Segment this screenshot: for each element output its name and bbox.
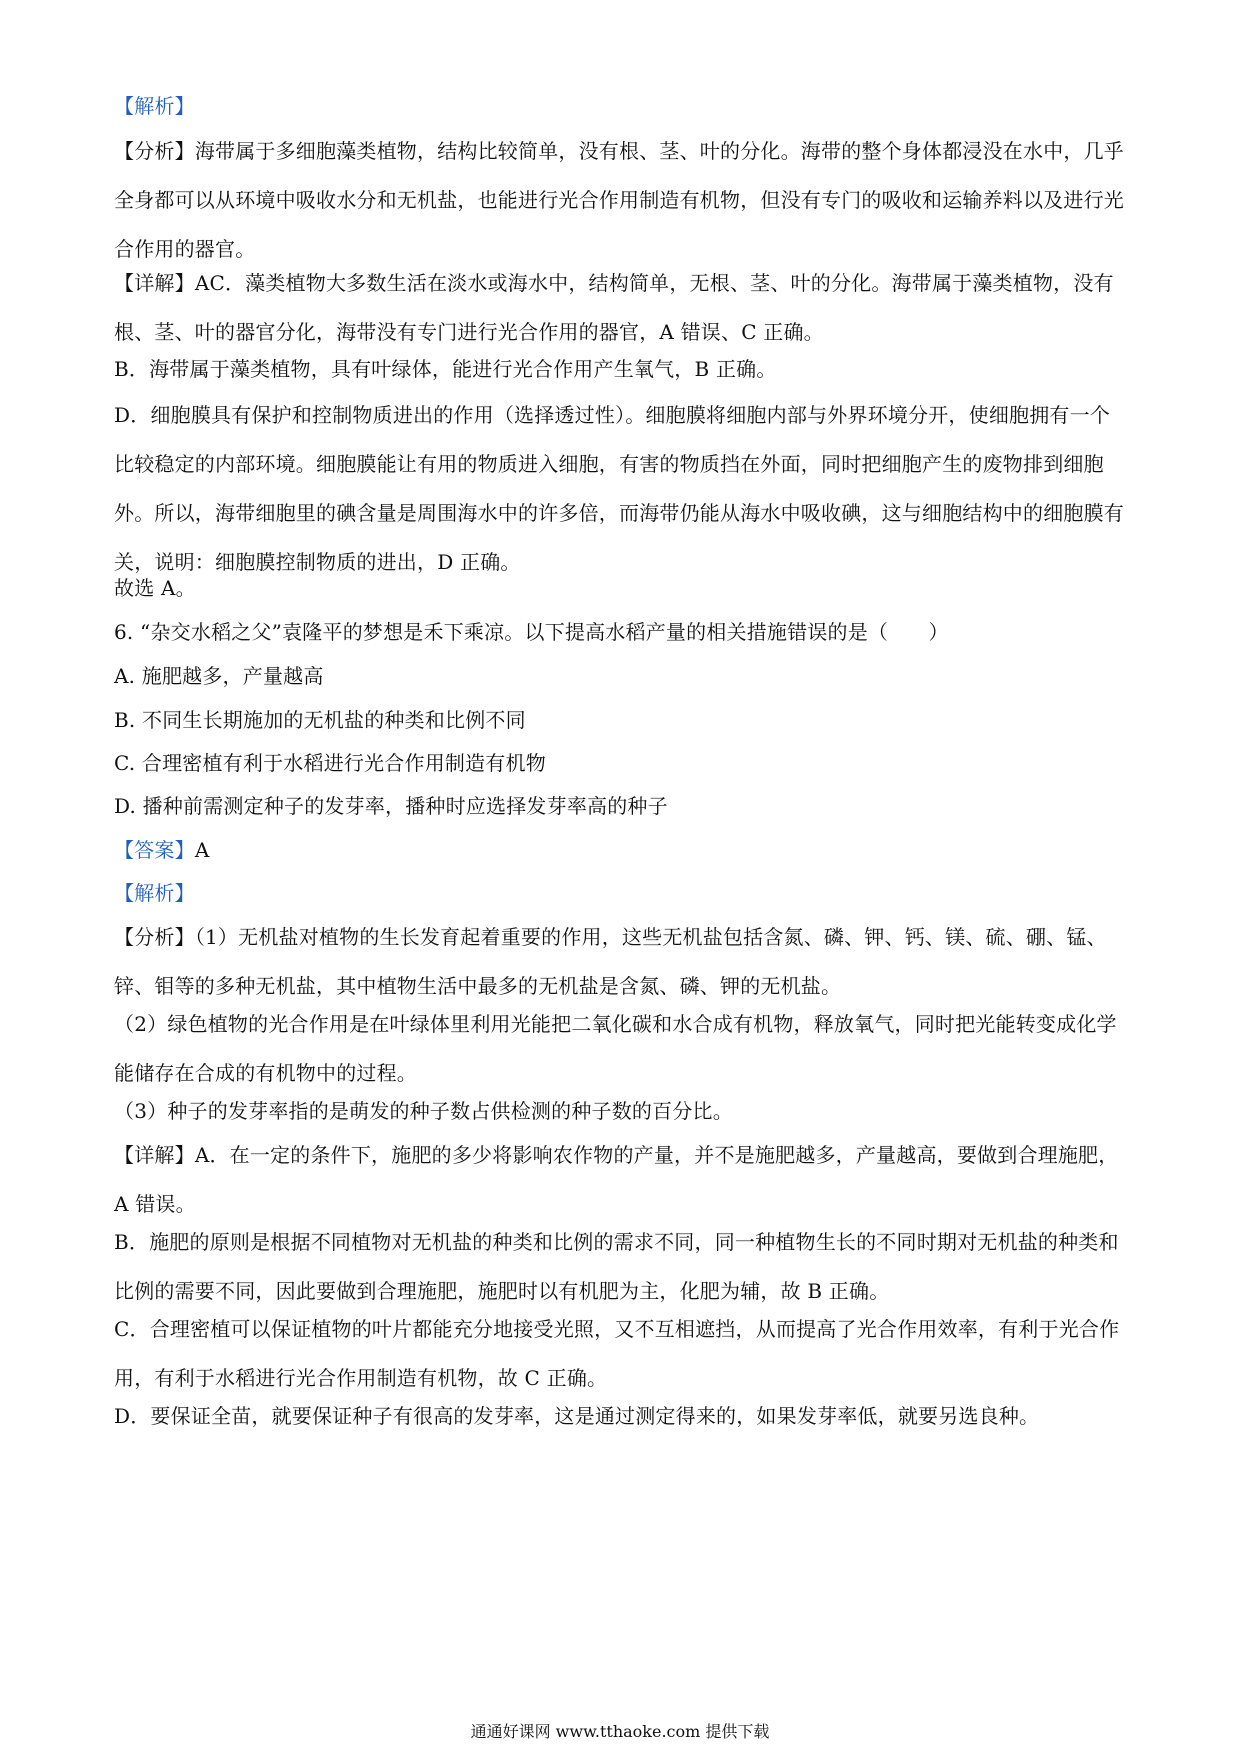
fenxi-paragraph-2	[114, 913, 1128, 1011]
question-6-option-b: B. 不同生长期施加的无机盐的种类和比例不同	[114, 708, 526, 732]
answer-tag: 【答案】	[114, 838, 195, 862]
jiexi-heading-1	[114, 82, 1128, 131]
xiangjie-ac-text: AC．藻类植物大多数生活在淡水或海水中，结构简单，无根、茎、叶的分化。海带属于藻类植物，没有根、茎、叶的器官分化，海带没有专门进行光合作用的器官，A 错误、C 正确。	[114, 271, 1114, 344]
fenxi-point-3: （3）种子的发芽率指的是萌发的种子数占供检测的种子数的百分比。	[114, 1099, 733, 1123]
item-d-paragraph-1: D．细胞膜具有保护和控制物质进出的作用（选择透过性）。细胞膜将细胞内部与外界环境分开，使细胞拥有一个比较稳定的内部环境。细胞膜能让有用的物质进入细胞，有害的物质挡在外面，同时把细胞产生的废物排到细胞外。所以，海带细胞里的碘含量是周围海水中的许多倍，而海带仍能从海水中吸收碘，这与细胞结构中的细胞膜有关，说明：细胞膜控制物质的进出，D 正确。	[114, 403, 1124, 574]
xiangjie-tag: 【详解】	[114, 271, 195, 295]
jiexi-tag: 【解析】	[114, 94, 195, 118]
jiexi-heading-2	[114, 869, 1128, 918]
answer-line	[114, 826, 1128, 875]
page-footer: 通通好课网 www.tthaoke.com 提供下载	[470, 1722, 770, 1741]
fenxi-tag-2: 【分析】	[114, 925, 195, 949]
question-6-stem: 6. “杂交水稻之父”袁隆平的梦想是禾下乘凉。以下提高水稻产量的相关措施错误的是（ ）	[114, 620, 949, 644]
xiangjie-tag-2: 【详解】	[114, 1143, 195, 1167]
fenxi-point-1: （1）无机盐对植物的生长发育起着重要的作用，这些无机盐包括含氮、磷、钾、钙、镁、硫、硼、锰、锌、钼等的多种无机盐，其中植物生活中最多的无机盐是含氮、磷、钾的无机盐。	[114, 925, 1107, 998]
fenxi-point-2: （2）绿色植物的光合作用是在叶绿体里利用光能把二氧化碳和水合成有机物，释放氧气，同时把光能转变成化学能储存在合成的有机物中的过程。	[114, 1012, 1117, 1085]
fenxi-text: 海带属于多细胞藻类植物，结构比较简单，没有根、茎、叶的分化。海带的整个身体都浸没在水中，几乎全身都可以从环境中吸收水分和无机盐，也能进行光合作用制造有机物，但没有专门的吸收和运输养料以及进行光合作用的器官。	[114, 139, 1125, 261]
xiangjie-ac-paragraph	[114, 259, 1128, 357]
xiangjie-a-text: A．在一定的条件下，施肥的多少将影响农作物的产量，并不是施肥越多，产量越高，要做到合理施肥，A 错误。	[114, 1143, 1119, 1216]
xiangjie-a-paragraph	[114, 1131, 1128, 1229]
conclusion-text: 故选 A。	[114, 576, 196, 600]
question-6-option-d: D. 播种前需测定种子的发芽率，播种时应选择发芽率高的种子	[114, 794, 668, 818]
item-c-paragraph-2: C．合理密植可以保证植物的叶片都能充分地接受光照，又不互相遮挡，从而提高了光合作用效率，有利于光合作用，有利于水稻进行光合作用制造有机物，故 C 正确。	[114, 1317, 1120, 1390]
item-b-paragraph-2: B．施肥的原则是根据不同植物对无机盐的种类和比例的需求不同，同一种植物生长的不同时期对无机盐的种类和比例的需要不同，因此要做到合理施肥，施肥时以有机肥为主，化肥为辅，故 B 正确。	[114, 1230, 1119, 1303]
fenxi-paragraph-1	[114, 127, 1128, 274]
fenxi-tag: 【分析】	[114, 139, 195, 163]
item-d-paragraph-2: D．要保证全苗，就要保证种子有很高的发芽率，这是通过测定得来的，如果发芽率低，就要另选良种。	[114, 1404, 1040, 1428]
answer-value: A	[194, 838, 210, 862]
jiexi-tag-2: 【解析】	[114, 881, 195, 905]
item-b-paragraph-1: B．海带属于藻类植物，具有叶绿体，能进行光合作用产生氧气，B 正确。	[114, 357, 777, 381]
question-6-option-c: C. 合理密植有利于水稻进行光合作用制造有机物	[114, 751, 546, 775]
question-6-option-a: A. 施肥越多，产量越高	[114, 664, 324, 688]
